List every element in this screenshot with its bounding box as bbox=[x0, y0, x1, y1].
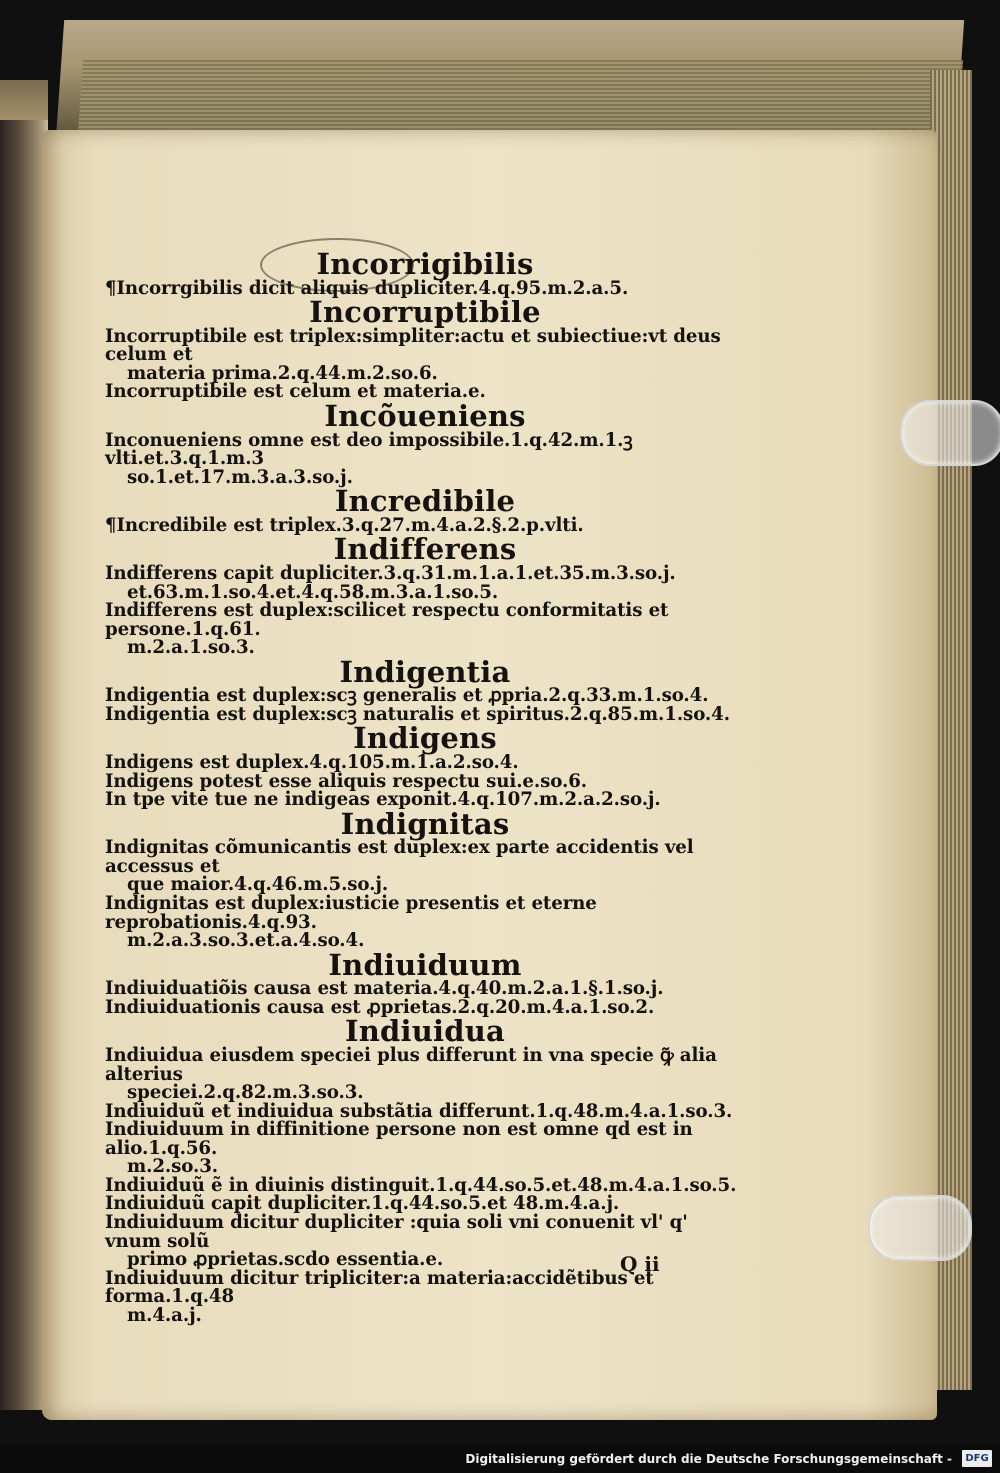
entry-heading: Incredibile bbox=[334, 484, 516, 519]
dfg-logo: DFG bbox=[962, 1450, 992, 1467]
footer-bar bbox=[0, 1445, 1000, 1473]
entry-line: et.63.m.1.so.4.et.4.q.58.m.3.a.1.so.5. bbox=[127, 581, 499, 603]
entry-line: ¶Incorrgibilis dicit aliquis dupliciter.4.q.95.m.2.a.5. bbox=[105, 277, 629, 299]
entry-line: Indifferens capit dupliciter.3.q.31.m.1.a.1.et.35.m.3.so.j. bbox=[105, 562, 676, 584]
entry-line: m.2.a.1.so.3. bbox=[127, 637, 255, 659]
entry-line: Indigens est duplex.4.q.105.m.1.a.2.so.4. bbox=[105, 752, 519, 774]
entry-line: Incorruptibile est triplex:simpliter:actu et subiectiue:vt deus celum et bbox=[105, 325, 721, 366]
entry-line: Indiuiduũ ẽ in diuinis distinguit.1.q.44.so.5.et.48.m.4.a.1.so.5. bbox=[105, 1174, 737, 1196]
entry-line: Indiuiduum dicitur dupliciter :quia soli vni conuenit vl' q' vnum solũ bbox=[105, 1212, 688, 1252]
entry-line: Indiuiduum dicitur tripliciter:a materia:accidẽtibus et forma.1.q.48 bbox=[105, 1267, 654, 1308]
entry-line: Indigentia est duplex:scꝫ generalis et ꝓpria.2.q.33.m.1.so.4. bbox=[105, 685, 709, 707]
entry-heading: Incorruptibile bbox=[309, 295, 541, 330]
entry-heading: Indifferens bbox=[333, 532, 517, 567]
entry-line: Indigens potest esse aliquis respectu sui.e.so.6. bbox=[105, 770, 587, 792]
entry-line: Indiuiduũ capit dupliciter.1.q.44.so.5.et 48.m.4.a.j. bbox=[105, 1193, 620, 1215]
left-facing-page bbox=[0, 120, 48, 1410]
entry-line: Inconueniens omne est deo impossibile.1.q.42.m.1.ꝫ vlti.et.3.q.1.m.3 bbox=[105, 429, 633, 470]
entry-line: In tpe vite tue ne indigeas exponit.4.q.107.m.2.a.2.so.j. bbox=[105, 789, 661, 811]
lexicon-text-block bbox=[105, 247, 745, 1326]
entry-line: speciei.2.q.82.m.3.so.3. bbox=[127, 1082, 364, 1104]
entry-line: Indigentia est duplex:scꝫ naturalis et spiritus.2.q.85.m.1.so.4. bbox=[105, 703, 730, 725]
entry-line: Indignitas est duplex:iusticie presentis et eterne reprobationis.4.q.93. bbox=[105, 893, 597, 933]
entry-line: Indiuiduationis causa est ꝓprietas.2.q.20.m.4.a.1.so.2. bbox=[105, 996, 655, 1018]
entry-line: Indiuidua eiusdem speciei plus differunt in vna specie ꝙ̃ alia alterius bbox=[105, 1044, 717, 1085]
entry-line: Indiuiduum in diffinitione persone non est omne qd est in alio.1.q.56. bbox=[105, 1119, 693, 1159]
entry-line: m.2.a.3.so.3.et.a.4.so.4. bbox=[127, 930, 365, 952]
entry-line: ¶Incredibile est triplex.3.q.27.m.4.a.2.§.2.p.vlti. bbox=[105, 514, 584, 536]
footer-credit: Digitalisierung gefördert durch die Deutsche Forschungsgemeinschaft - bbox=[465, 1452, 952, 1466]
entry-line: Indignitas cõmunicantis est duplex:ex parte accidentis vel accessus et bbox=[105, 837, 694, 877]
entry-line: Indiuiduatiõis causa est materia.4.q.40.m.2.a.1.§.1.so.j. bbox=[105, 978, 664, 1000]
entry-line: m.2.so.3. bbox=[127, 1156, 219, 1178]
entry-line: m.4.a.j. bbox=[127, 1304, 202, 1326]
entry-heading: Indigens bbox=[353, 721, 497, 756]
entry-heading: Incorrigibilis bbox=[316, 247, 534, 281]
entry-line: Indiuiduũ et indiuidua substãtia differunt.1.q.48.m.4.a.1.so.3. bbox=[105, 1100, 733, 1122]
entry-line: so.1.et.17.m.3.a.3.so.j. bbox=[127, 466, 353, 488]
page-clip-upper bbox=[900, 400, 1000, 466]
entry-line: que maior.4.q.46.m.5.so.j. bbox=[127, 874, 389, 896]
page-clip-lower bbox=[868, 1195, 972, 1261]
entry-line: Incorruptibile est celum et materia.e. bbox=[105, 381, 486, 403]
entry-heading: Incõueniens bbox=[324, 398, 526, 433]
entry-heading: Indiuiduum bbox=[328, 947, 522, 982]
entry-line: Indifferens est duplex:scilicet respectu conformitatis et persone.1.q.61. bbox=[105, 600, 669, 640]
entry-line: primo ꝓprietas.scdo essentia.e. bbox=[127, 1249, 444, 1271]
entry-heading: Indiuidua bbox=[345, 1014, 505, 1049]
entry-line: materia prima.2.q.44.m.2.so.6. bbox=[127, 362, 438, 384]
entry-heading: Indigentia bbox=[339, 654, 511, 689]
entry-heading: Indignitas bbox=[340, 806, 510, 841]
quire-signature: Q ii bbox=[620, 1252, 660, 1276]
